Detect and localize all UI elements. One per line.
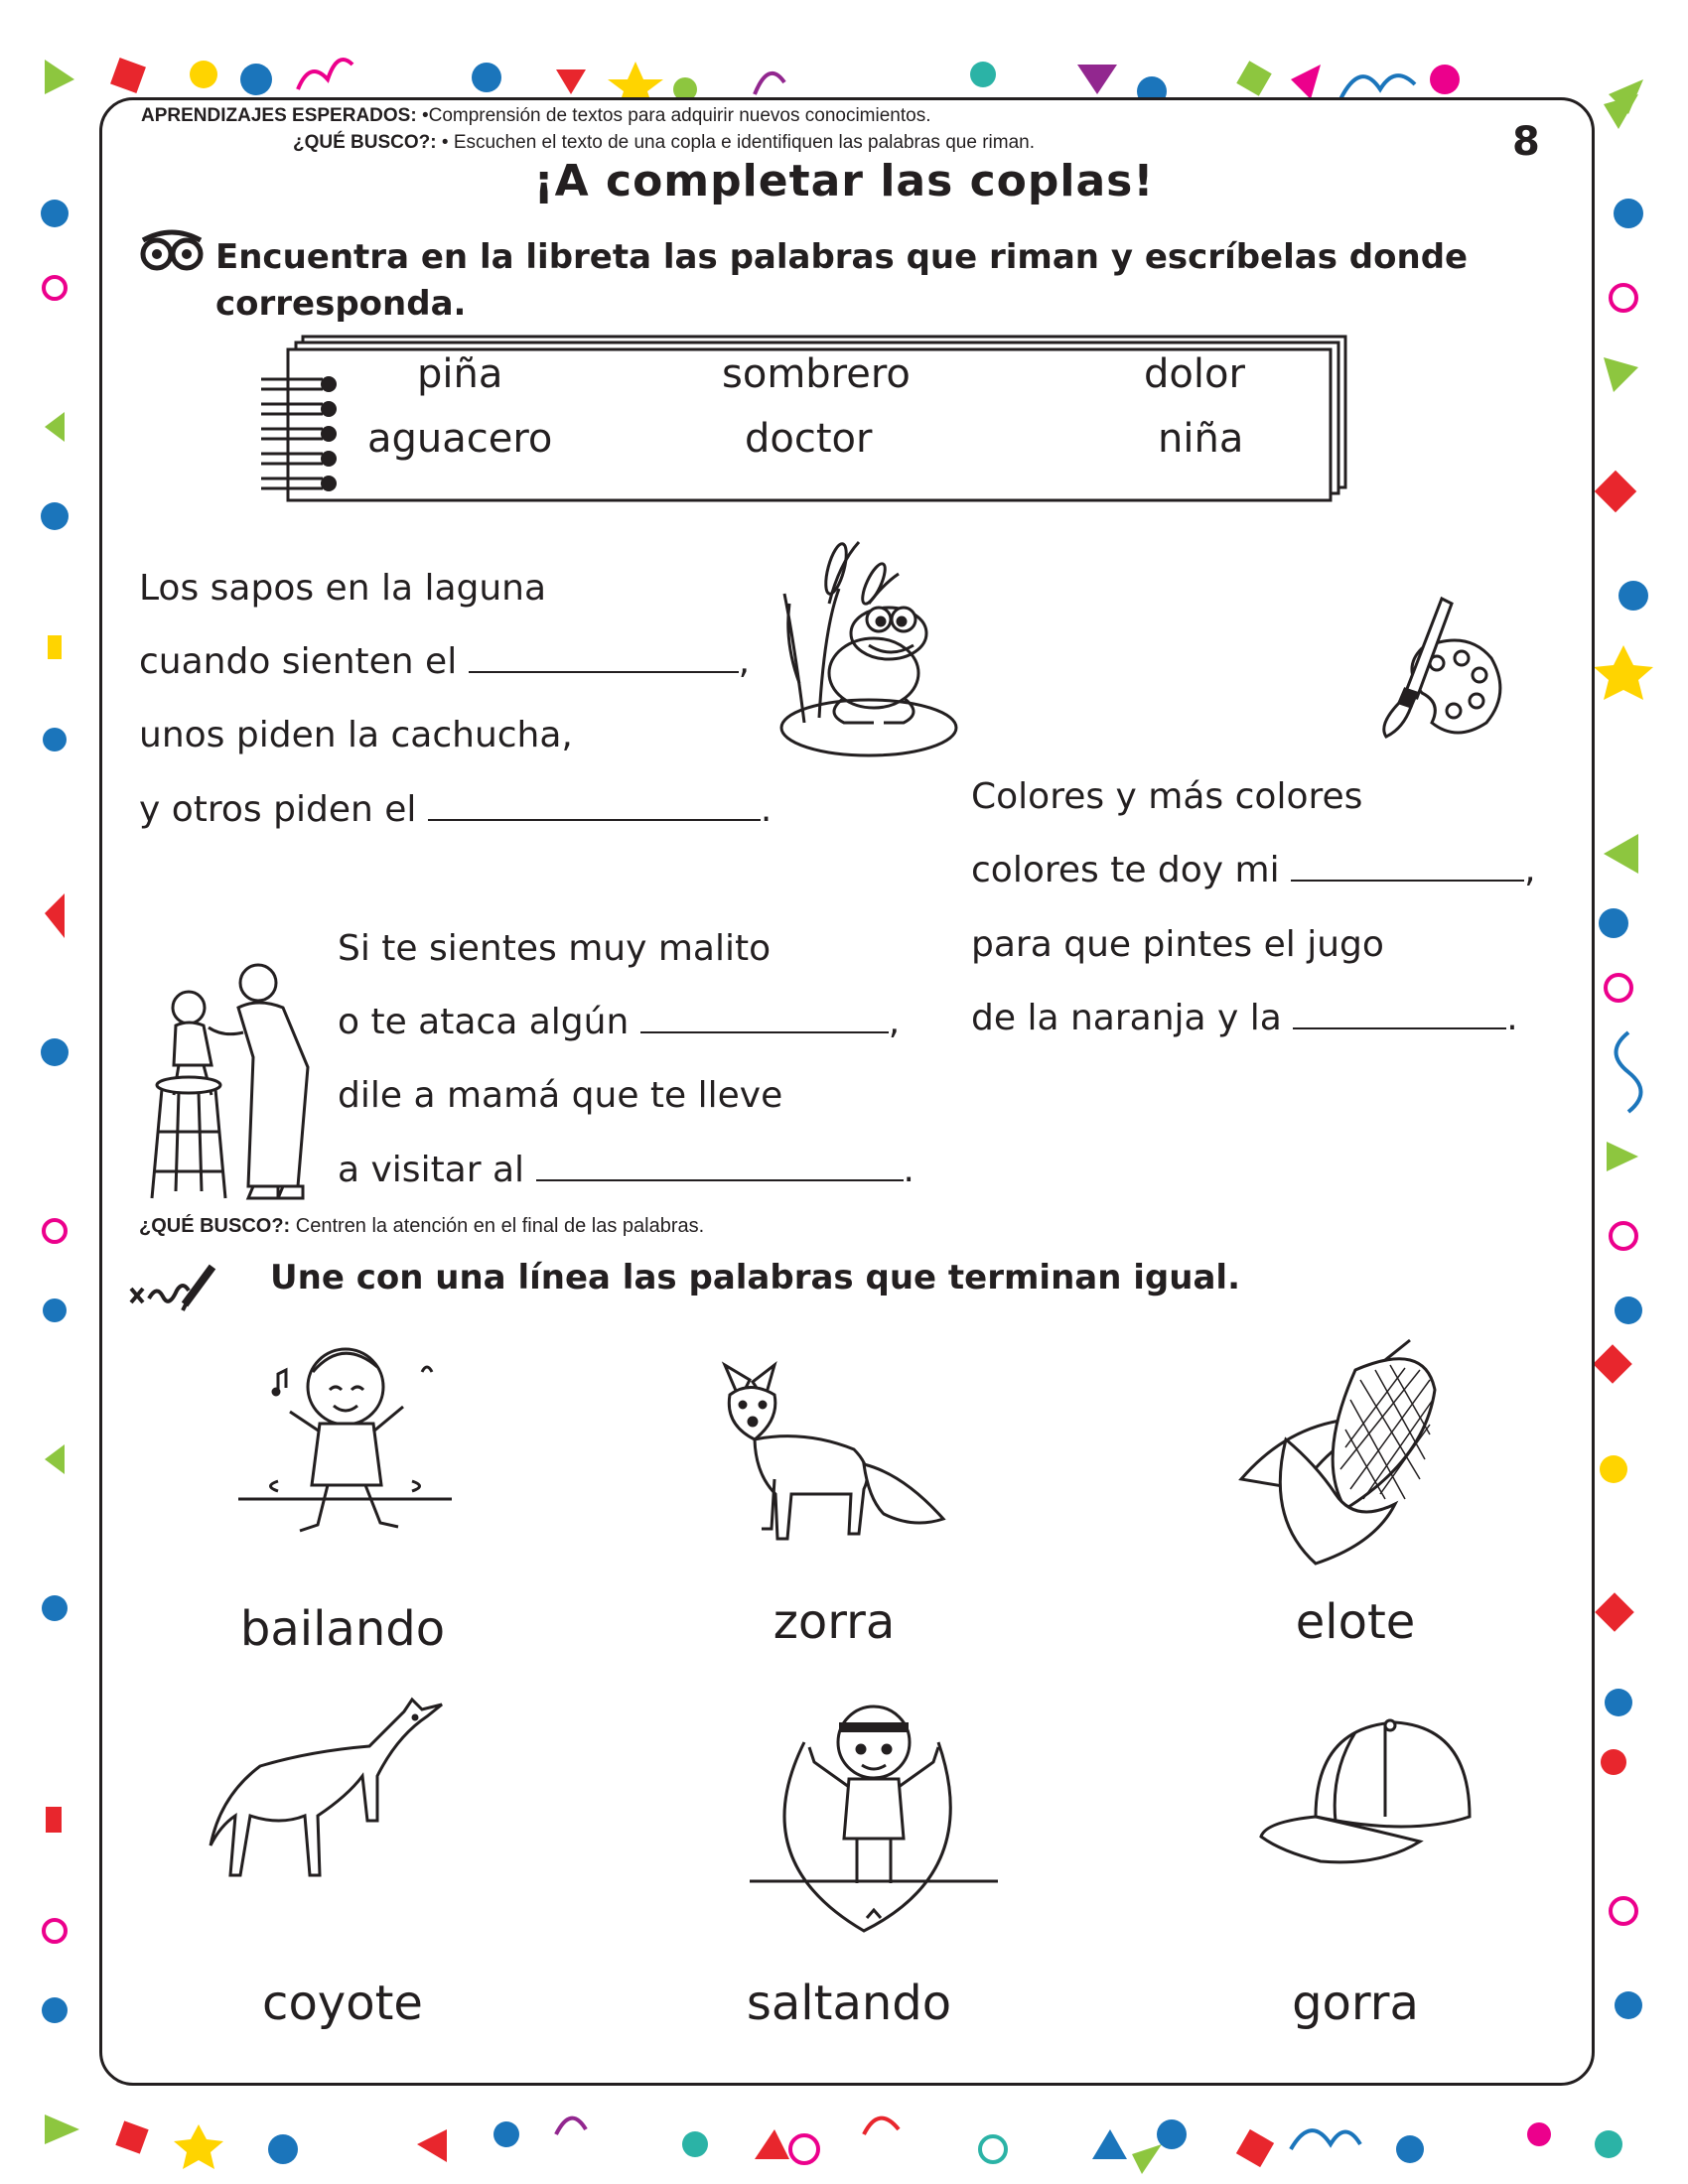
jumping-rope-boy-illustration [750,1688,998,1926]
expected-learnings [141,105,931,127]
verse-punct: , [1524,850,1536,890]
verse-line: Si te sientes muy malito [338,928,772,969]
answer-blank[interactable] [1291,850,1524,882]
goal-note-text: Centren la atención en el final de las palabras. [295,1215,705,1237]
verse-line-with-blank [139,789,772,830]
verse-line: Colores y más colores [971,776,1363,817]
expected-learnings-label: APRENDIZAJES ESPERADOS: [141,105,417,126]
eyes-icon [139,226,205,272]
verse-punct: , [738,641,751,682]
answer-blank[interactable] [536,1150,904,1181]
match-word: saltando [746,1976,952,2031]
verse-text: y otros piden el [139,789,417,830]
cap-illustration [1256,1717,1475,1886]
goal-text: • Escuchen el texto de una copla e identifiquen las palabras que riman. [441,132,1035,153]
goal-note-label: ¿QUÉ BUSCO?: [139,1215,291,1237]
verse-punct: . [760,789,773,830]
answer-blank[interactable] [469,641,739,673]
notebook-word: aguacero [367,416,553,462]
match-word: bailando [239,1601,446,1657]
notebook-word: doctor [745,416,873,462]
verse-line-with-blank [139,641,750,682]
frog-illustration [774,534,958,762]
pencil-icon [127,1259,218,1318]
notebook-word: sombrero [722,351,911,397]
verse-line-with-blank [338,1002,900,1042]
verse-line-with-blank [971,998,1518,1038]
coyote-illustration [209,1693,457,1891]
verse-text: o te ataca algún [338,1002,630,1042]
fox-illustration [715,1360,953,1549]
notebook-word: piña [417,351,503,397]
instruction-match: Une con una línea las palabras que terminan igual. [270,1258,1240,1297]
expected-learnings-text: •Comprensión de textos para adquirir nuevos conocimientos. [421,105,931,126]
verse-text: de la naranja y la [971,998,1282,1038]
verse-line-with-blank [338,1150,914,1190]
goal-line [293,132,1035,154]
page-title: ¡A completar las coplas! [533,156,1155,206]
verse-text: cuando sienten el [139,641,458,682]
answer-blank[interactable] [1293,998,1506,1029]
answer-blank[interactable] [428,789,761,821]
verse-line: dile a mamá que te lleve [338,1075,783,1116]
verse-line: para que pintes el jugo [971,924,1384,965]
doctor-illustration [144,958,333,1206]
match-word: elote [1295,1594,1416,1650]
dancing-boy-illustration [238,1332,457,1551]
page-number: 8 [1512,119,1540,165]
verse-text: colores te doy mi [971,850,1280,890]
answer-blank[interactable] [640,1002,889,1033]
palette-icon [1362,594,1511,743]
verse-punct: , [888,1002,901,1042]
verse-text: a visitar al [338,1150,525,1190]
goal-label: ¿QUÉ BUSCO?: [293,132,437,153]
verse-line: Los sapos en la laguna [139,568,547,609]
verse-line: unos piden la cachucha, [139,715,573,755]
verse-punct: . [903,1150,914,1190]
goal-note [139,1215,704,1238]
verse-line-with-blank [971,850,1536,890]
match-word: gorra [1292,1976,1419,2031]
corn-illustration [1236,1340,1475,1569]
notebook-word: dolor [1144,351,1245,397]
notebook-word: niña [1158,416,1244,462]
match-word: coyote [262,1976,423,2031]
instruction-find-rhymes: Encuentra en la libreta las palabras que riman y escríbelas donde corresponda. [215,237,1469,324]
verse-punct: . [1506,998,1518,1038]
match-word: zorra [773,1594,896,1650]
